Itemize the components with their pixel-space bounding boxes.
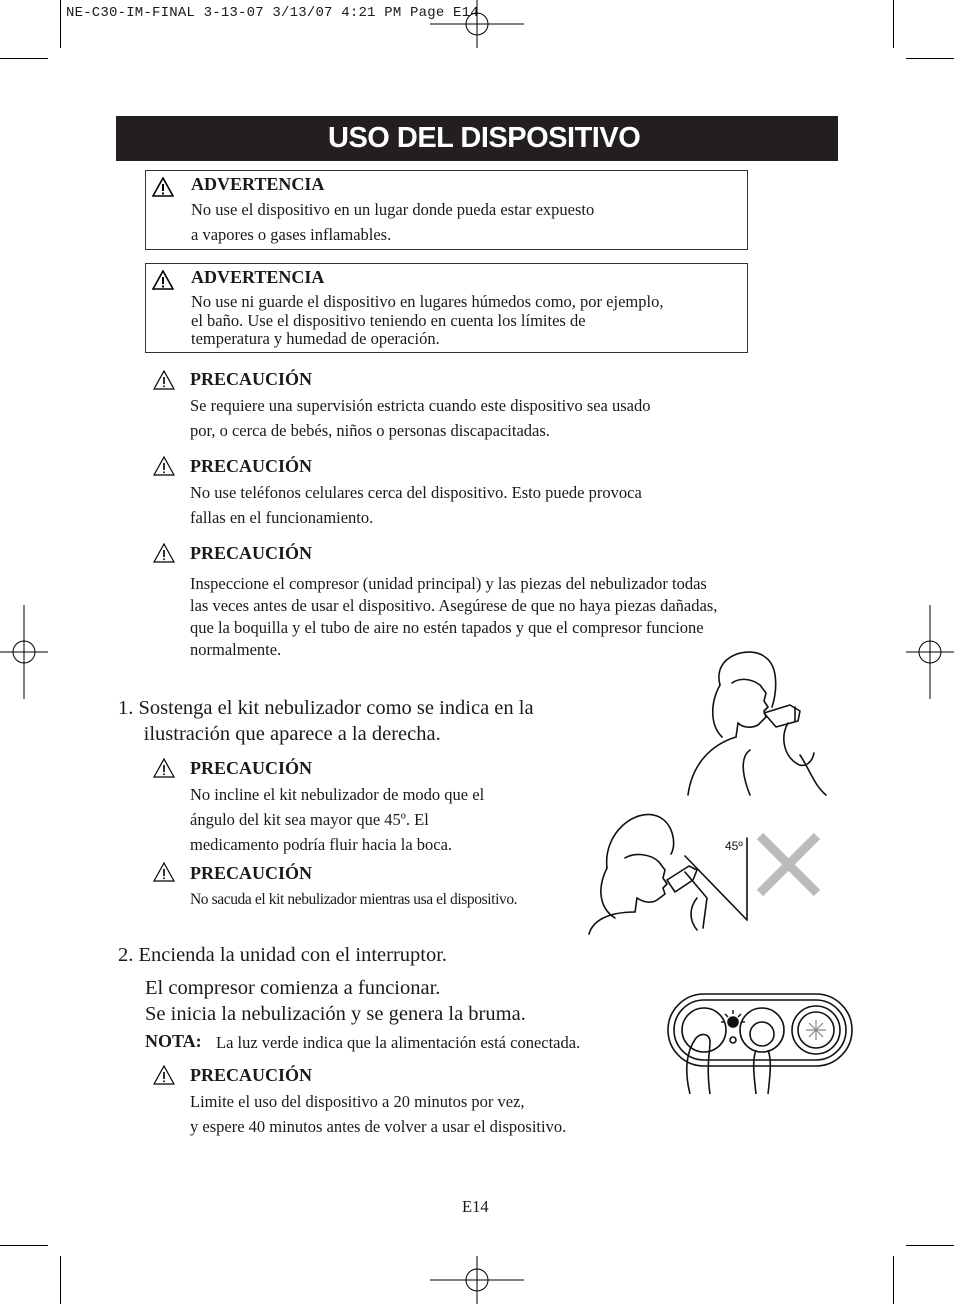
caution-text: No sacuda el kit nebulizador mientras usa el dispositivo. [190, 891, 518, 908]
step-2-text: 2. Encienda la unidad con el interruptor. [118, 944, 448, 966]
caution-text: Limite el uso del dispositivo a 20 minutos por vez, [190, 1092, 525, 1111]
caution-label: PRECAUCIÓN [190, 1065, 313, 1085]
caution-icon [153, 1065, 175, 1085]
angle-label: 45º [725, 839, 743, 853]
step-1-text: 1. Sostenga el kit nebulizador como se indica en la [118, 697, 534, 719]
warning-text: a vapores o gases inflamables. [191, 225, 392, 244]
caution-icon [153, 758, 175, 778]
caution-text: que la boquilla y el tubo de aire no estén tapados y que el compresor funcione [190, 618, 704, 637]
caution-text: medicamento podría fluir hacia la boca. [190, 835, 453, 854]
nebulizer-tilt-warning-illustration [585, 808, 825, 936]
warning-text: No use ni guarde el dispositivo en lugares húmedos como, por ejemplo, [191, 292, 664, 311]
step-2-text: Se inicia la nebulización y se genera la bruma. [145, 1003, 526, 1025]
page-title: USO DEL DISPOSITIVO [328, 122, 641, 154]
warning-icon [152, 270, 174, 290]
caution-text: No use teléfonos celulares cerca del dispositivo. Esto puede provoca [190, 483, 642, 502]
caution-text: fallas en el funcionamiento. [190, 508, 374, 527]
warning-label: ADVERTENCIA [191, 267, 325, 287]
warning-label: ADVERTENCIA [191, 174, 325, 194]
caution-text: Inspeccione el compresor (unidad principal) y las piezas del nebulizador todas [190, 574, 707, 593]
caution-label: PRECAUCIÓN [190, 543, 313, 563]
step-1-text: ilustración que aparece a la derecha. [118, 723, 441, 745]
step-2-text: El compresor comienza a funcionar. [145, 977, 441, 999]
caution-text: por, o cerca de bebés, niños o personas discapacitadas. [190, 421, 550, 440]
warning-icon [152, 177, 174, 197]
caution-text: y espere 40 minutos antes de volver a usar el dispositivo. [190, 1117, 567, 1136]
caution-label: PRECAUCIÓN [190, 369, 313, 389]
cross-icon [760, 836, 817, 893]
caution-label: PRECAUCIÓN [190, 758, 313, 778]
warning-text: el baño. Use el dispositivo teniendo en cuenta los límites de [191, 311, 586, 330]
note-text: La luz verde indica que la alimentación está conectada. [216, 1033, 581, 1052]
caution-text: Se requiere una supervisión estricta cuando este dispositivo sea usado [190, 396, 651, 415]
caution-label: PRECAUCIÓN [190, 863, 313, 883]
compressor-switch-illustration [664, 990, 854, 1096]
caution-icon [153, 456, 175, 476]
section-header [116, 116, 838, 161]
page-number: E14 [462, 1197, 489, 1216]
warning-box [145, 170, 748, 250]
caution-text: ángulo del kit sea mayor que 45º. El [190, 810, 429, 829]
caution-icon [153, 370, 175, 390]
caution-text: No incline el kit nebulizador de modo que el [190, 785, 485, 804]
caution-text: las veces antes de usar el dispositivo. Asegúrese de que no haya piezas dañadas, [190, 596, 718, 615]
print-slug: NE-C30-IM-FINAL 3-13-07 3/13/07 4:21 PM Page E14 [66, 5, 479, 21]
caution-icon [153, 543, 175, 563]
caution-icon [153, 862, 175, 882]
warning-box [145, 263, 748, 353]
warning-text: temperatura y humedad de operación. [191, 329, 440, 348]
caution-text: normalmente. [190, 640, 282, 659]
note-label: NOTA: [145, 1031, 202, 1051]
person-holding-nebulizer-illustration [680, 645, 840, 800]
caution-label: PRECAUCIÓN [190, 456, 313, 476]
warning-text: No use el dispositivo en un lugar donde pueda estar expuesto [191, 200, 595, 219]
